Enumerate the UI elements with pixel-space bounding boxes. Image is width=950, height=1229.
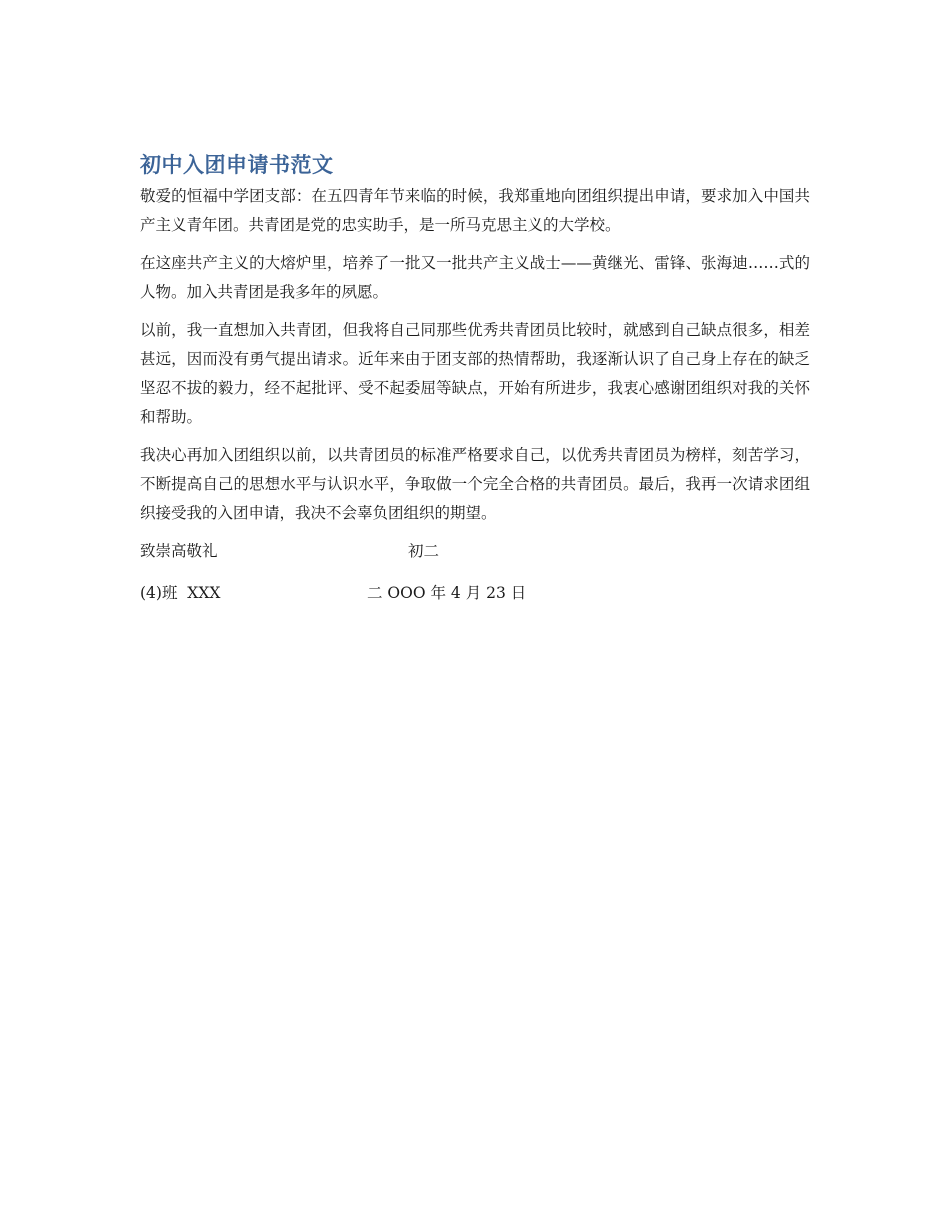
closing-row-1: [140, 537, 810, 566]
paragraph-resolution: 我决心再加入团组织以前，以共青团员的标准严格要求自己，以优秀共青团员为榜样，刻苦学习，不断提高自己的思想水平与认识水平，争取做一个完全合格的共青团员。最后，我再一次请求团组织接受我的入团申请，我决不会辜负团组织的期望。: [140, 446, 810, 522]
paragraph-furnace: 在这座共产主义的大熔炉里，培养了一批又一批共产主义战士——黄继光、雷锋、张海迪……式的人物。加入共青团是我多年的夙愿。: [140, 254, 810, 301]
paragraph-past: 以前，我一直想加入共青团，但我将自己同那些优秀共青团员比较时，就感到自己缺点很多，相差甚远，因而没有勇气提出请求。近年来由于团支部的热情帮助，我逐渐认识了自己身上存在的缺乏坚忍不拔的毅力，经不起批评、受不起委屈等缺点，开始有所进步，我衷心感谢团组织对我的关怀和帮助。: [140, 321, 810, 426]
closing-date: 二 OOO 年 4 月 23 日: [367, 584, 527, 602]
paragraph-greeting: 敬爱的恒福中学团支部：在五四青年节来临的时候，我郑重地向团组织提出申请，要求加入中国共产主义青年团。共青团是党的忠实助手，是一所马克思主义的大学校。: [140, 187, 810, 234]
closing-row-2: [140, 579, 810, 608]
closing-class-name: (4)班 XXX: [140, 584, 221, 602]
document-title: 初中入团申请书范文: [140, 153, 334, 177]
closing-grade: 初二: [408, 542, 440, 560]
closing-salute: 致崇高敬礼: [140, 542, 218, 560]
document-page: [140, 150, 810, 621]
